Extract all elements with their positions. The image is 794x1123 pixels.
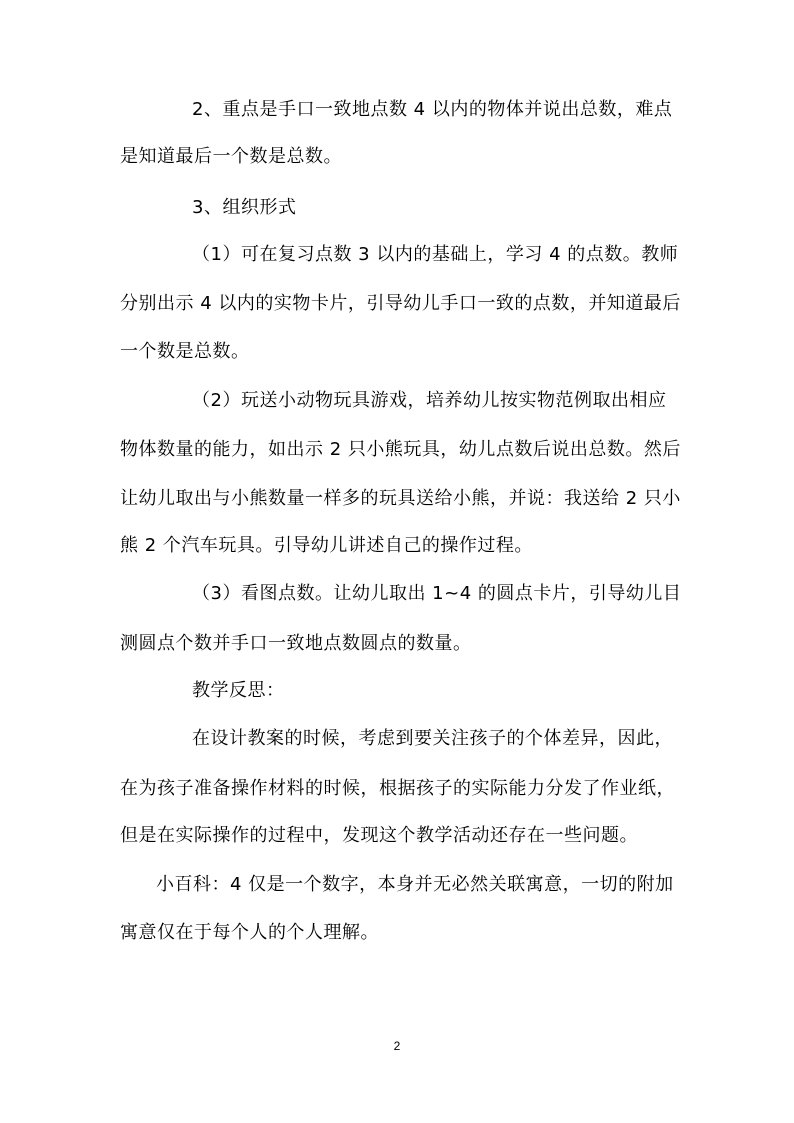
- paragraph-line: 但是在实际操作的过程中，发现这个教学活动还存在一些问题。: [120, 825, 638, 846]
- paragraph-line: 一个数是总数。: [120, 341, 250, 362]
- paragraph-line: 是知道最后一个数是总数。: [120, 146, 342, 167]
- paragraph-line: 测圆点个数并手口一致地点数圆点的数量。: [120, 633, 472, 654]
- paragraph-line: 小百科：4 仅是一个数字，本身并无必然关联寓意，一切的附加: [156, 874, 674, 895]
- page-number: 2: [393, 1039, 401, 1053]
- paragraph-line: （2）玩送小动物玩具游戏，培养幼儿按实物范例取出相应: [192, 390, 667, 411]
- paragraph-line: 熊 2 个汽车玩具。引导幼儿讲述自己的操作过程。: [120, 535, 533, 556]
- section-heading: 教学反思：: [192, 680, 285, 701]
- paragraph-line: 分别出示 4 以内的实物卡片，引导幼儿手口一致的点数，并知道最后: [120, 293, 681, 314]
- section-heading: 3、组织形式: [192, 197, 297, 218]
- paragraph-line: 物体数量的能力，如出示 2 只小熊玩具，幼儿点数后说出总数。然后: [120, 439, 681, 460]
- paragraph-line: （3）看图点数。让幼儿取出 1~4 的圆点卡片，引导幼儿目: [192, 583, 682, 604]
- paragraph-line: 2、重点是手口一致地点数 4 以内的物体并说出总数，难点: [192, 99, 673, 120]
- paragraph-line: 寓意仅在于每个人的个人理解。: [120, 922, 379, 943]
- paragraph-line: （1）可在复习点数 3 以内的基础上，学习 4 的点数。教师: [192, 244, 679, 265]
- paragraph-line: 让幼儿取出与小熊数量一样多的玩具送给小熊，并说：我送给 2 只小: [120, 488, 681, 509]
- paragraph-line: 在为孩子准备操作材料的时候，根据孩子的实际能力分发了作业纸，: [120, 778, 675, 799]
- paragraph-line: 在设计教案的时候，考虑到要关注孩子的个体差异，因此，: [192, 728, 673, 749]
